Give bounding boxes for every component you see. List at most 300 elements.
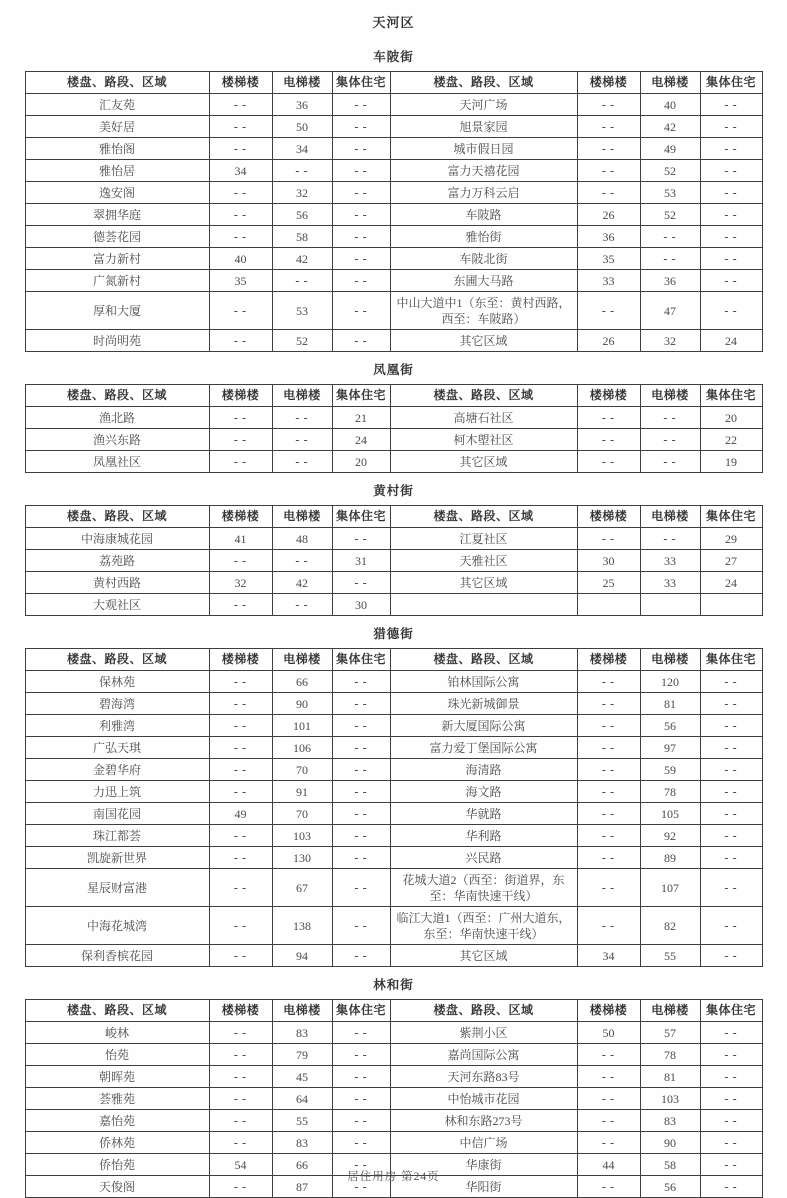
column-header: 电梯楼 — [272, 72, 332, 94]
value-cell: -- — [332, 945, 390, 967]
column-header: 楼盘、路段、区域 — [390, 385, 577, 407]
value-cell: 57 — [640, 1022, 700, 1044]
column-header: 集体住宅 — [332, 72, 390, 94]
property-name-cell: 黄村西路 — [25, 572, 209, 594]
value-cell: 94 — [272, 945, 332, 967]
value-cell: 50 — [272, 116, 332, 138]
value-cell: 70 — [272, 759, 332, 781]
value-cell: -- — [332, 1088, 390, 1110]
value-cell: 56 — [272, 204, 332, 226]
column-header-row — [25, 1000, 762, 1022]
value-cell: 30 — [332, 594, 390, 616]
value-cell: -- — [209, 1088, 272, 1110]
value-cell: -- — [332, 671, 390, 693]
table-row — [25, 292, 762, 330]
street-table — [25, 648, 763, 967]
value-cell: -- — [700, 1110, 762, 1132]
value-cell: 106 — [272, 737, 332, 759]
property-name-cell: 雅怡街 — [390, 226, 577, 248]
value-cell: -- — [332, 847, 390, 869]
value-cell: 48 — [272, 528, 332, 550]
value-cell: -- — [209, 94, 272, 116]
value-cell: -- — [700, 248, 762, 270]
value-cell: 22 — [700, 429, 762, 451]
property-name-cell: 旭景家园 — [390, 116, 577, 138]
section-title: 黄村街 — [373, 484, 414, 498]
column-header: 楼梯楼 — [577, 1000, 640, 1022]
column-header: 楼盘、路段、区域 — [390, 649, 577, 671]
column-header: 电梯楼 — [640, 506, 700, 528]
value-cell: -- — [332, 528, 390, 550]
value-cell: -- — [209, 759, 272, 781]
property-name-cell: 林和东路273号 — [390, 1110, 577, 1132]
value-cell: -- — [700, 292, 762, 330]
property-name-cell: 花城大道2（西至：街道界，东至：华南快速干线） — [390, 869, 577, 907]
value-cell: -- — [209, 737, 272, 759]
value-cell: 42 — [272, 248, 332, 270]
property-name-cell: 大观社区 — [25, 594, 209, 616]
value-cell: 101 — [272, 715, 332, 737]
page-footer: 居住用房 第24页 — [347, 1171, 440, 1183]
column-header: 楼梯楼 — [209, 649, 272, 671]
property-name-cell: 雅怡阁 — [25, 138, 209, 160]
value-cell: -- — [272, 429, 332, 451]
value-cell: -- — [577, 292, 640, 330]
column-header: 集体住宅 — [700, 649, 762, 671]
value-cell: -- — [332, 825, 390, 847]
column-header: 电梯楼 — [272, 506, 332, 528]
section-title: 凤凰街 — [373, 363, 414, 377]
value-cell: 53 — [272, 292, 332, 330]
value-cell: 54 — [209, 1154, 272, 1176]
table-row — [25, 671, 762, 693]
value-cell: -- — [332, 1176, 390, 1198]
property-name-cell: 中山大道中1（东至：黄村西路，西至：车陂路） — [390, 292, 577, 330]
table-row — [25, 330, 762, 352]
value-cell: -- — [332, 1022, 390, 1044]
value-cell: -- — [700, 1022, 762, 1044]
table-row — [25, 528, 762, 550]
value-cell: -- — [700, 1132, 762, 1154]
value-cell: 42 — [640, 116, 700, 138]
property-name-cell: 星辰财富港 — [25, 869, 209, 907]
property-name-cell: 碧海湾 — [25, 693, 209, 715]
value-cell: 32 — [272, 182, 332, 204]
property-name-cell: 柯木塱社区 — [390, 429, 577, 451]
property-name-cell: 德荟花园 — [25, 226, 209, 248]
value-cell: -- — [332, 292, 390, 330]
property-name-cell: 其它区域 — [390, 945, 577, 967]
value-cell: 67 — [272, 869, 332, 907]
value-cell: -- — [209, 138, 272, 160]
value-cell: 45 — [272, 1066, 332, 1088]
value-cell: -- — [577, 693, 640, 715]
table-row — [25, 869, 762, 907]
value-cell: 52 — [640, 160, 700, 182]
value-cell: -- — [640, 248, 700, 270]
table-row — [25, 550, 762, 572]
table-row — [25, 270, 762, 292]
property-name-cell: 厚和大厦 — [25, 292, 209, 330]
value-cell: -- — [209, 945, 272, 967]
table-row — [25, 1066, 762, 1088]
value-cell: 29 — [700, 528, 762, 550]
column-header: 楼盘、路段、区域 — [390, 72, 577, 94]
table-row — [25, 847, 762, 869]
property-name-cell: 富力新村 — [25, 248, 209, 270]
property-name-cell: 保林苑 — [25, 671, 209, 693]
value-cell: 52 — [640, 204, 700, 226]
value-cell: 58 — [272, 226, 332, 248]
value-cell: -- — [577, 759, 640, 781]
value-cell — [700, 594, 762, 616]
property-name-cell: 江夏社区 — [390, 528, 577, 550]
value-cell — [577, 594, 640, 616]
value-cell: 56 — [640, 1176, 700, 1198]
property-name-cell: 华利路 — [390, 825, 577, 847]
table-row — [25, 451, 762, 473]
property-name-cell: 天河广场 — [390, 94, 577, 116]
value-cell: -- — [209, 429, 272, 451]
property-name-cell: 东圃大马路 — [390, 270, 577, 292]
property-name-cell: 翠拥华庭 — [25, 204, 209, 226]
table-sections-container — [0, 47, 787, 1198]
value-cell: -- — [332, 1044, 390, 1066]
value-cell: -- — [577, 94, 640, 116]
table-row — [25, 1088, 762, 1110]
value-cell: 36 — [640, 270, 700, 292]
value-cell: 81 — [640, 693, 700, 715]
value-cell: 82 — [640, 907, 700, 945]
value-cell: -- — [209, 1066, 272, 1088]
value-cell: -- — [332, 94, 390, 116]
value-cell: -- — [577, 869, 640, 907]
property-name-cell: 凤凰社区 — [25, 451, 209, 473]
value-cell: -- — [209, 847, 272, 869]
value-cell: 20 — [332, 451, 390, 473]
value-cell: -- — [209, 671, 272, 693]
column-header: 电梯楼 — [640, 385, 700, 407]
street-section — [0, 975, 787, 1198]
value-cell: 91 — [272, 781, 332, 803]
value-cell: -- — [209, 715, 272, 737]
value-cell: -- — [332, 1132, 390, 1154]
value-cell: 89 — [640, 847, 700, 869]
value-cell: 53 — [640, 182, 700, 204]
property-name-cell: 力迅上筑 — [25, 781, 209, 803]
value-cell: 90 — [640, 1132, 700, 1154]
value-cell: -- — [700, 759, 762, 781]
section-title: 林和街 — [373, 978, 414, 992]
value-cell: -- — [577, 429, 640, 451]
property-name-cell: 保利香槟花园 — [25, 945, 209, 967]
property-name-cell: 朝晖苑 — [25, 1066, 209, 1088]
value-cell: -- — [577, 825, 640, 847]
column-header: 楼盘、路段、区域 — [25, 385, 209, 407]
column-header: 楼盘、路段、区域 — [25, 72, 209, 94]
value-cell: -- — [209, 116, 272, 138]
value-cell: -- — [209, 226, 272, 248]
property-name-cell: 珠江都荟 — [25, 825, 209, 847]
value-cell: 103 — [640, 1088, 700, 1110]
value-cell: 21 — [332, 407, 390, 429]
property-name-cell: 时尚明苑 — [25, 330, 209, 352]
value-cell: 78 — [640, 781, 700, 803]
value-cell: -- — [577, 160, 640, 182]
value-cell: 49 — [640, 138, 700, 160]
value-cell: -- — [209, 1132, 272, 1154]
table-row — [25, 116, 762, 138]
column-header: 电梯楼 — [640, 649, 700, 671]
column-header: 电梯楼 — [272, 649, 332, 671]
value-cell: -- — [577, 715, 640, 737]
street-section — [0, 481, 787, 616]
table-row — [25, 248, 762, 270]
street-table — [25, 505, 763, 616]
property-name-cell: 其它区域 — [390, 572, 577, 594]
value-cell: -- — [272, 270, 332, 292]
property-name-cell: 凯旋新世界 — [25, 847, 209, 869]
column-header: 集体住宅 — [700, 1000, 762, 1022]
value-cell: 130 — [272, 847, 332, 869]
value-cell: -- — [332, 182, 390, 204]
value-cell: 31 — [332, 550, 390, 572]
value-cell: -- — [577, 182, 640, 204]
table-row — [25, 1044, 762, 1066]
value-cell: -- — [272, 550, 332, 572]
property-name-cell: 南国花园 — [25, 803, 209, 825]
table-row — [25, 429, 762, 451]
value-cell: -- — [577, 1066, 640, 1088]
property-name-cell: 侨怡苑 — [25, 1154, 209, 1176]
value-cell: 34 — [209, 160, 272, 182]
value-cell: -- — [209, 451, 272, 473]
property-name-cell: 海清路 — [390, 759, 577, 781]
value-cell: 36 — [272, 94, 332, 116]
table-row — [25, 204, 762, 226]
column-header: 楼盘、路段、区域 — [25, 1000, 209, 1022]
value-cell: 20 — [700, 407, 762, 429]
column-header: 楼盘、路段、区域 — [390, 1000, 577, 1022]
value-cell: -- — [332, 138, 390, 160]
property-name-cell: 富力天禧花园 — [390, 160, 577, 182]
property-name-cell — [390, 594, 577, 616]
value-cell: 90 — [272, 693, 332, 715]
value-cell: 44 — [577, 1154, 640, 1176]
value-cell: -- — [332, 116, 390, 138]
value-cell: 83 — [272, 1022, 332, 1044]
value-cell: -- — [209, 550, 272, 572]
value-cell: -- — [209, 825, 272, 847]
value-cell: -- — [272, 594, 332, 616]
table-row — [25, 737, 762, 759]
property-name-cell: 城市假日园 — [390, 138, 577, 160]
value-cell: 35 — [577, 248, 640, 270]
value-cell: -- — [209, 182, 272, 204]
property-name-cell: 车陂北街 — [390, 248, 577, 270]
property-name-cell: 铂林国际公寓 — [390, 671, 577, 693]
table-row — [25, 907, 762, 945]
value-cell: 24 — [332, 429, 390, 451]
value-cell: 32 — [209, 572, 272, 594]
value-cell: -- — [332, 1110, 390, 1132]
value-cell: 70 — [272, 803, 332, 825]
value-cell — [640, 594, 700, 616]
table-row — [25, 945, 762, 967]
table-row — [25, 138, 762, 160]
value-cell: 105 — [640, 803, 700, 825]
table-row — [25, 594, 762, 616]
value-cell: 33 — [577, 270, 640, 292]
value-cell: -- — [332, 715, 390, 737]
column-header: 楼梯楼 — [577, 72, 640, 94]
street-table — [25, 384, 763, 473]
value-cell: 19 — [700, 451, 762, 473]
table-row — [25, 94, 762, 116]
property-name-cell: 逸安阁 — [25, 182, 209, 204]
property-name-cell: 中怡城市花园 — [390, 1088, 577, 1110]
value-cell: 81 — [640, 1066, 700, 1088]
table-row — [25, 182, 762, 204]
value-cell: -- — [332, 572, 390, 594]
column-header: 楼梯楼 — [577, 506, 640, 528]
property-name-cell: 华阳街 — [390, 1176, 577, 1198]
value-cell: -- — [209, 1044, 272, 1066]
column-header: 楼梯楼 — [209, 385, 272, 407]
street-section — [0, 47, 787, 352]
value-cell: -- — [209, 594, 272, 616]
table-row — [25, 226, 762, 248]
value-cell: -- — [209, 407, 272, 429]
value-cell: -- — [332, 781, 390, 803]
value-cell: -- — [700, 160, 762, 182]
property-name-cell: 美好居 — [25, 116, 209, 138]
value-cell: 40 — [640, 94, 700, 116]
section-title: 车陂街 — [373, 50, 414, 64]
table-row — [25, 160, 762, 182]
property-name-cell: 利雅湾 — [25, 715, 209, 737]
value-cell: -- — [577, 737, 640, 759]
table-row — [25, 759, 762, 781]
column-header: 楼梯楼 — [577, 385, 640, 407]
value-cell: -- — [640, 528, 700, 550]
value-cell: 55 — [640, 945, 700, 967]
table-row — [25, 1022, 762, 1044]
property-name-cell: 天雅社区 — [390, 550, 577, 572]
value-cell: 24 — [700, 572, 762, 594]
value-cell: -- — [332, 907, 390, 945]
table-row — [25, 407, 762, 429]
property-name-cell: 其它区域 — [390, 330, 577, 352]
value-cell: -- — [209, 1176, 272, 1198]
column-header: 集体住宅 — [332, 1000, 390, 1022]
value-cell: -- — [577, 451, 640, 473]
value-cell: -- — [700, 693, 762, 715]
column-header-row — [25, 649, 762, 671]
value-cell: -- — [332, 204, 390, 226]
value-cell: -- — [700, 116, 762, 138]
table-row — [25, 781, 762, 803]
value-cell: 66 — [272, 1154, 332, 1176]
value-cell: -- — [272, 407, 332, 429]
property-name-cell: 天河东路83号 — [390, 1066, 577, 1088]
value-cell: -- — [700, 715, 762, 737]
property-name-cell: 峻林 — [25, 1022, 209, 1044]
property-name-cell: 高塘石社区 — [390, 407, 577, 429]
column-header: 电梯楼 — [272, 1000, 332, 1022]
table-row — [25, 693, 762, 715]
property-name-cell: 广弘天琪 — [25, 737, 209, 759]
value-cell: 36 — [577, 226, 640, 248]
street-table — [25, 71, 763, 352]
property-name-cell: 嘉怡苑 — [25, 1110, 209, 1132]
value-cell: -- — [700, 226, 762, 248]
value-cell: -- — [272, 451, 332, 473]
property-name-cell: 中海花城湾 — [25, 907, 209, 945]
property-name-cell: 雅怡居 — [25, 160, 209, 182]
value-cell: -- — [332, 759, 390, 781]
property-name-cell: 广氮新村 — [25, 270, 209, 292]
value-cell: -- — [577, 138, 640, 160]
value-cell: 47 — [640, 292, 700, 330]
column-header: 楼梯楼 — [209, 72, 272, 94]
value-cell: -- — [209, 781, 272, 803]
value-cell: -- — [700, 671, 762, 693]
value-cell: 35 — [209, 270, 272, 292]
section-title: 猎德街 — [373, 627, 414, 641]
value-cell: -- — [700, 825, 762, 847]
property-name-cell: 其它区域 — [390, 451, 577, 473]
value-cell: -- — [700, 869, 762, 907]
value-cell: -- — [577, 407, 640, 429]
value-cell: -- — [577, 1176, 640, 1198]
value-cell: -- — [577, 1088, 640, 1110]
value-cell: -- — [700, 204, 762, 226]
value-cell: 50 — [577, 1022, 640, 1044]
value-cell: -- — [332, 270, 390, 292]
property-name-cell: 中信广场 — [390, 1132, 577, 1154]
property-name-cell: 中海康城花园 — [25, 528, 209, 550]
value-cell: 26 — [577, 330, 640, 352]
property-name-cell: 新大厦国际公寓 — [390, 715, 577, 737]
page-title: 天河区 — [372, 15, 415, 30]
value-cell: -- — [700, 182, 762, 204]
value-cell: -- — [577, 671, 640, 693]
value-cell: -- — [209, 869, 272, 907]
column-header: 集体住宅 — [332, 506, 390, 528]
value-cell: -- — [577, 528, 640, 550]
column-header: 集体住宅 — [700, 385, 762, 407]
property-name-cell: 华康街 — [390, 1154, 577, 1176]
value-cell: -- — [640, 407, 700, 429]
value-cell: 97 — [640, 737, 700, 759]
table-row — [25, 825, 762, 847]
value-cell: 26 — [577, 204, 640, 226]
property-name-cell: 华就路 — [390, 803, 577, 825]
column-header: 集体住宅 — [332, 649, 390, 671]
property-name-cell: 天俊阁 — [25, 1176, 209, 1198]
street-section — [0, 624, 787, 967]
value-cell: 25 — [577, 572, 640, 594]
value-cell: -- — [700, 737, 762, 759]
street-section — [0, 360, 787, 473]
column-header: 集体住宅 — [700, 72, 762, 94]
value-cell: -- — [700, 781, 762, 803]
value-cell: -- — [209, 1110, 272, 1132]
column-header-row — [25, 72, 762, 94]
value-cell: -- — [700, 907, 762, 945]
column-header: 集体住宅 — [700, 506, 762, 528]
